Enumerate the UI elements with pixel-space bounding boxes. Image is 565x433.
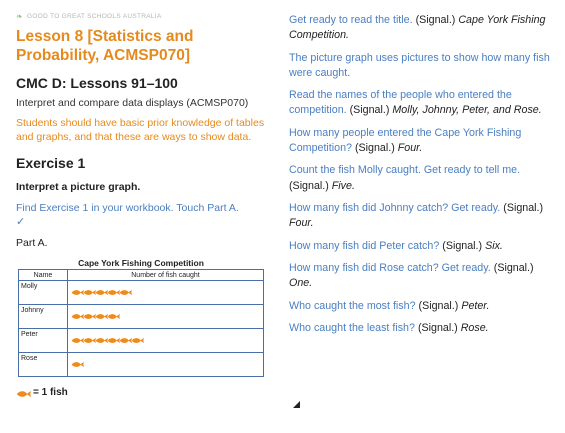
student-response: Six. (485, 239, 503, 252)
fish-icon (71, 361, 84, 368)
table-row (19, 329, 264, 353)
exercise-subtitle: Interpret a picture graph. (16, 181, 141, 193)
part-label: Part A. (16, 237, 48, 249)
signal-cue: (Signal.) (417, 321, 458, 334)
resize-triangle-icon (293, 401, 300, 408)
teacher-line: How many fish did Johnny catch? Get ready. (289, 201, 501, 214)
script-paragraph (289, 13, 557, 43)
column-header-name: Name (19, 270, 68, 281)
table-row (19, 281, 264, 305)
teacher-line: How many fish did Peter catch? (289, 239, 440, 252)
script-paragraph (289, 299, 557, 314)
exercise-title: Exercise 1 (16, 155, 86, 171)
signal-cue: (Signal.) (493, 261, 534, 274)
table-header-row (19, 270, 264, 281)
teacher-line: How many fish did Rose catch? Get ready. (289, 261, 491, 274)
teacher-line: Get ready to read the title. (289, 14, 413, 26)
graph-key (16, 387, 266, 398)
left-column (16, 8, 266, 398)
signal-cue: (Signal.) (354, 141, 395, 154)
teacher-line: How many people entered the Cape York Fishing Competition? (289, 126, 522, 154)
student-response: Peter. (461, 299, 490, 312)
lesson-title: Lesson 8 [Statistics and Probability, ACMSP070] (16, 28, 194, 64)
signal-cue: (Signal.) (349, 104, 390, 117)
instruction-text: Find Exercise 1 in your workbook. Touch Part A. (16, 202, 239, 214)
student-response: One. (289, 277, 313, 290)
table-row (19, 353, 264, 377)
script-paragraph (289, 201, 557, 231)
fish-cell (68, 353, 264, 377)
picture-graph-table (18, 269, 264, 377)
script-paragraph (289, 163, 557, 193)
table-body (19, 281, 264, 377)
prior-knowledge-note: Students should have basic prior knowledge of tables and graphs, and that these are ways to show data. (16, 117, 265, 143)
signal-cue: (Signal.) (289, 179, 329, 192)
student-response: Four. (289, 217, 314, 230)
exercise-instruction (16, 201, 266, 229)
signal-cue: (Signal.) (415, 14, 456, 26)
fish-cell (68, 329, 264, 353)
brand-header (16, 8, 266, 24)
teacher-line: Who caught the least fish? (289, 321, 415, 334)
teacher-script (289, 13, 557, 343)
signal-cue: (Signal.) (418, 299, 459, 312)
script-paragraph (289, 88, 557, 118)
fish-icon (16, 390, 31, 398)
script-paragraph (289, 321, 557, 336)
fish-icon (131, 337, 144, 344)
chart-title: Cape York Fishing Competition (78, 258, 204, 268)
script-paragraph (289, 51, 557, 81)
teacher-line: Who caught the most fish? (289, 299, 416, 312)
fish-cell (68, 281, 264, 305)
row-name: Peter (19, 329, 68, 353)
brand-text: GOOD TO GREAT SCHOOLS AUSTRALIA (27, 12, 162, 20)
student-response: Five. (331, 179, 355, 192)
standard-text: Interpret and compare data displays (ACMSP070) (16, 97, 249, 109)
student-response: Rose. (460, 321, 489, 334)
cmc-heading: CMC D: Lessons 91–100 (16, 75, 178, 91)
row-name: Rose (19, 353, 68, 377)
student-response: Four. (397, 141, 423, 154)
signal-cue: (Signal.) (503, 201, 544, 214)
teacher-line: The picture graph uses pictures to show how many fish were caught. (289, 51, 550, 79)
fish-icon (119, 289, 132, 296)
picture-graph (18, 258, 264, 377)
signal-cue: (Signal.) (442, 239, 483, 252)
fish-icon (107, 313, 120, 320)
column-header-fish: Number of fish caught (68, 270, 264, 281)
teacher-line: Count the fish Molly caught. Get ready to tell me. (289, 164, 521, 177)
script-paragraph (289, 239, 557, 254)
student-response: Cape York Fishing Competition. (289, 14, 546, 42)
student-response: Molly, Johnny, Peter, and Rose. (392, 104, 542, 117)
row-name: Molly (19, 281, 68, 305)
fish-cell (68, 305, 264, 329)
table-row (19, 305, 264, 329)
check-icon: ✓ (16, 216, 26, 228)
teacher-line: Read the names of the people who entered the competition. (289, 89, 512, 117)
leaf-icon: ❧ (16, 11, 24, 21)
row-name: Johnny (19, 305, 68, 329)
script-paragraph (289, 261, 557, 291)
script-paragraph (289, 126, 557, 156)
key-label: = 1 fish (33, 387, 68, 398)
